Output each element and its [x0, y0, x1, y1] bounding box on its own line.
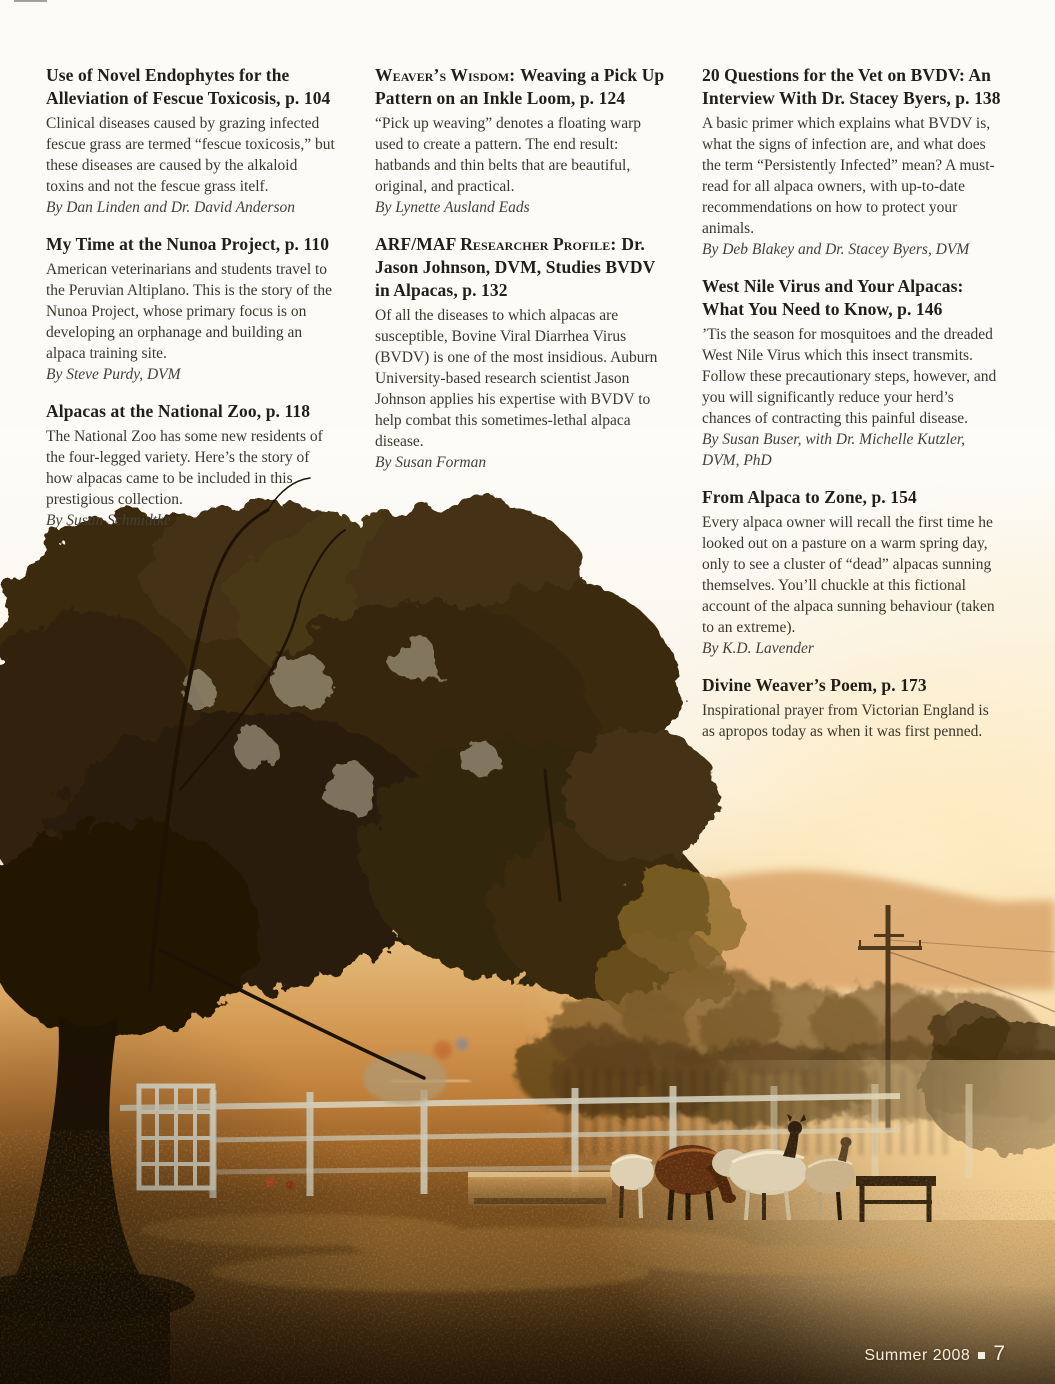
- article-summary: ’Tis the season for mosquitoes and the dreaded West Nile Virus which this insect transmits. Follow these precautionary steps, however, and you will significantly reduce your herd’s chances of contracting this painful disease.: [702, 326, 997, 427]
- article-title: [702, 64, 1002, 110]
- article-kicker: ARF/MAF Researcher Profile:: [375, 234, 617, 254]
- toc-column-left: [46, 64, 338, 546]
- article-summary: Inspirational prayer from Victorian England is as apropos today as when it was first penned.: [702, 702, 989, 740]
- article-summary: Of all the diseases to which alpacas are susceptible, Bovine Viral Diarrhea Virus (BVDV) is one of the most insidious. Auburn University-based research scientist Jason Johnson applies his expertise with BVDV to help combat this sometimes-lethal alpaca disease.: [375, 307, 658, 450]
- article-byline: By Lynette Ausland Eads: [375, 199, 530, 216]
- bottom-vignette: [0, 1284, 1055, 1384]
- article-title: [46, 400, 338, 423]
- toc-article: [46, 400, 338, 531]
- article-title: [702, 486, 1002, 509]
- article-summary: Clinical diseases caused by grazing infected fescue grass are termed “fescue toxicosis,” but these diseases are caused by the alkaloid toxins and not the fescue grass itelf.: [46, 115, 335, 195]
- article-title: [375, 64, 671, 110]
- toc-article: [702, 674, 1002, 742]
- toc-article: [375, 233, 671, 473]
- footer-page-number: 7: [993, 1342, 1005, 1365]
- article-title-text: From Alpaca to Zone, p. 154: [702, 487, 917, 507]
- article-summary: Every alpaca owner will recall the first time he looked out on a pasture on a warm spring day, only to see a cluster of “dead” alpacas sunning themselves. You’ll chuckle at this fictional account of the alpaca sunning behaviour (taken to an extreme).: [702, 514, 995, 636]
- article-byline: By K.D. Lavender: [702, 640, 814, 657]
- article-title-text: Alpacas at the National Zoo, p. 118: [46, 401, 311, 421]
- article-title-text: My Time at the Nunoa Project, p. 110: [46, 234, 330, 254]
- page-footer: [864, 1342, 1005, 1366]
- article-summary: “Pick up weaving” denotes a floating warp used to create a pattern. The end result: hatbands and thin belts that are beautiful, original, and practical.: [375, 115, 641, 195]
- article-title-text: Use of Novel Endophytes for the Alleviation of Fescue Toxicosis, p. 104: [46, 65, 331, 108]
- article-title-text: Divine Weaver’s Poem, p. 173: [702, 675, 927, 695]
- article-byline: By Susan Schmidtke: [46, 512, 171, 529]
- article-title-text: Dr. Jason Johnson, DVM, Studies BVDV in Alpacas, p. 132: [375, 234, 656, 300]
- article-title-text: West Nile Virus and Your Alpacas: What You Need to Know, p. 146: [702, 276, 964, 319]
- article-summary: A basic primer which explains what BVDV is, what the signs of infection are, and what does the term “Persistently Infected” mean? A must-read for all alpaca owners, with up-to-date recommendations on how to protect your animals.: [702, 115, 995, 237]
- article-byline: By Susan Buser, with Dr. Michelle Kutzler, DVM, PhD: [702, 431, 966, 469]
- toc-article: [46, 64, 338, 218]
- article-byline: By Susan Forman: [375, 454, 487, 471]
- scan-edge-artifact: [14, 0, 47, 2]
- article-title-text: Weaving a Pick Up Pattern on an Inkle Loom, p. 124: [375, 65, 665, 108]
- article-title: [702, 275, 1002, 321]
- article-title: [702, 674, 1002, 697]
- footer-separator-square: [978, 1352, 985, 1359]
- footer-issue: Summer 2008: [864, 1347, 971, 1364]
- article-byline: By Steve Purdy, DVM: [46, 366, 181, 383]
- toc-article: [702, 275, 1002, 471]
- article-byline: By Deb Blakey and Dr. Stacey Byers, DVM: [702, 241, 970, 258]
- article-summary: The National Zoo has some new residents of the four-legged variety. Here’s the story of how alpacas came to be included in this prestigious collection.: [46, 428, 323, 508]
- boulder: [363, 1052, 447, 1104]
- article-byline: By Dan Linden and Dr. David Anderson: [46, 199, 295, 216]
- article-title: [375, 233, 671, 302]
- toc-article: [702, 486, 1002, 659]
- toc-article: [46, 233, 338, 385]
- article-title: [46, 64, 338, 110]
- toc-article: [702, 64, 1002, 260]
- article-kicker: Weaver’s Wisdom:: [375, 65, 516, 85]
- toc-column-right: [702, 64, 1002, 757]
- toc-column-middle: [375, 64, 671, 488]
- toc-article: [375, 64, 671, 218]
- article-summary: American veterinarians and students travel to the Peruvian Altiplano. This is the story of the Nunoa Project, whose primary focus is on developing an orphanage and building an alpaca training site.: [46, 261, 333, 362]
- article-title-text: 20 Questions for the Vet on BVDV: An Interview With Dr. Stacey Byers, p. 138: [702, 65, 1001, 108]
- article-title: [46, 233, 338, 256]
